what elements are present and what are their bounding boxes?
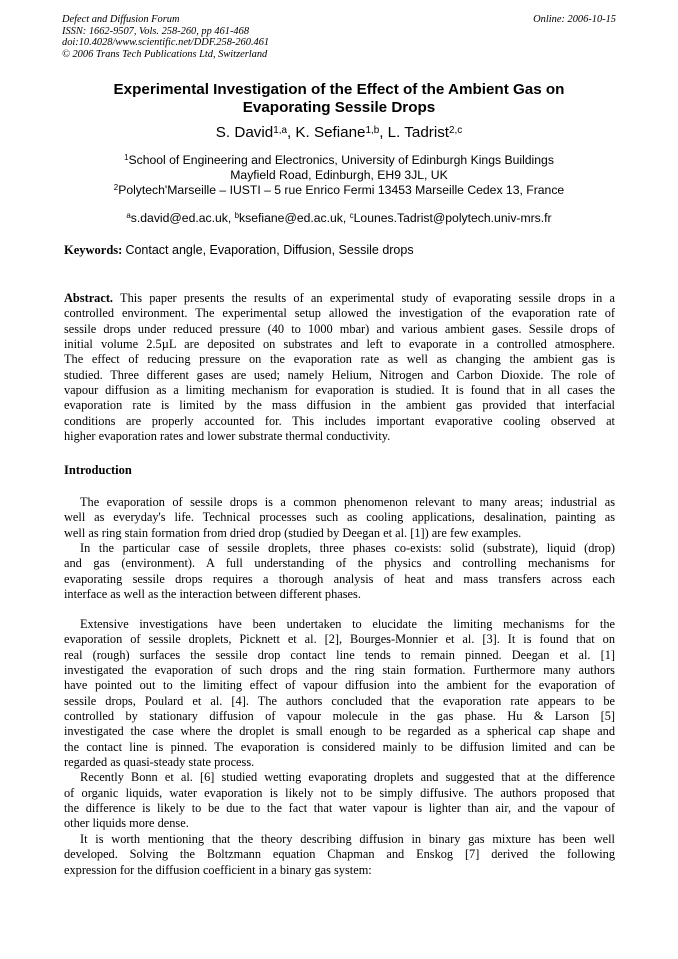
- affiliation-number: 1: [124, 153, 129, 163]
- title-line-1: Experimental Investigation of the Effect of the Ambient Gas on: [113, 81, 565, 98]
- doi-line: doi:10.4028/www.scientific.net/DDF.258-260.461: [62, 37, 270, 49]
- author-superscript: 1,b: [365, 124, 380, 136]
- journal-name: Defect and Diffusion Forum: [62, 14, 180, 25]
- abstract-line-text: This paper presents the results of an experimental study of evaporating sessile drops in a: [113, 291, 615, 305]
- body-line: real (rough) surfaces the sessile drop contact line tends to remain pinned. Deegan et al. [1]: [64, 647, 615, 662]
- abstract-line: [64, 291, 615, 306]
- section-heading-introduction: Introduction: [64, 463, 132, 477]
- body-line: well as ring stain formation from dried drop (studied by Deegan et al. [1]) are few examples.: [64, 525, 522, 540]
- body-line: interface as well as the interaction between different phases.: [64, 587, 361, 602]
- body-line: sessile drops, Poulard et al. [4]. The authors concluded that the evaporation rate appears to be: [64, 693, 615, 708]
- body-line: investigated the evaporation of such drops and the ring stain formation. Furthermore many authors: [64, 663, 615, 678]
- email-link[interactable]: ksefiane@ed.ac.uk: [239, 211, 343, 225]
- body-line: other liquids more dense.: [64, 816, 189, 831]
- affiliations: [62, 153, 616, 198]
- author-separator: ,: [379, 124, 388, 141]
- email-superscript: b: [234, 211, 240, 221]
- paper-title: [62, 81, 616, 117]
- abstract-label: Abstract.: [64, 291, 114, 305]
- affiliation-1-line-2: Mayfield Road, Edinburgh, EH9 3JL, UK: [230, 168, 448, 182]
- affiliation-text: Polytech'Marseille – IUSTI – 5 rue Enrico Fermi 13453 Marseille Cedex 13, France: [118, 183, 565, 197]
- author-superscript: 1,a: [273, 124, 287, 136]
- email-superscript: a: [126, 211, 131, 221]
- author-name: L. Tadrist: [387, 124, 450, 141]
- author-name: K. Sefiane: [295, 124, 366, 141]
- affiliation-2-line-1: [62, 183, 616, 198]
- body-line: In the particular case of sessile droplets, three phases co-exists: solid (substrate), liquid (drop): [80, 541, 615, 556]
- body-line: expression for the diffusion coefficient in a binary gas system:: [64, 862, 372, 877]
- email-list: [62, 211, 616, 226]
- body-line: have pointed out to the limiting effect of vapour diffusion into the ambient for the evaporation of: [64, 678, 615, 693]
- keywords-line: [64, 243, 616, 258]
- email-link[interactable]: Lounes.Tadrist@polytech.univ-mrs.fr: [353, 211, 552, 225]
- body-line: regarded as quasi-steady state process.: [64, 755, 255, 770]
- body-line: of organic liquids, water evaporation is likely not to be simply diffusive. The authors proposed that: [64, 785, 615, 800]
- abstract-line: evaporation rate is limited by the mass diffusion in the ambient gas provided that interfacial: [64, 398, 615, 413]
- abstract-line: studied. Three different gases are used; namely Helium, Nitrogen and Carbon Dioxide. The role of: [64, 367, 615, 382]
- issn-line: ISSN: 1662-9507, Vols. 258-260, pp 461-468: [62, 25, 250, 37]
- email-separator: ,: [342, 211, 350, 225]
- affiliation-1-line-1: [62, 153, 616, 168]
- intro-paragraph-1: [64, 495, 615, 602]
- abstract-line: sessile drops under reduced pressure (40 to 1000 mbar) and various ambient gases. Sessile drops of: [64, 321, 615, 336]
- email-superscript: c: [349, 211, 354, 221]
- body-line: investigated the case where the droplet is small enough to be regarded as a spherical cap shape and: [64, 724, 615, 739]
- body-line: developed. Solving the Boltzmann equation Chapman and Enskog [7] derived the following: [64, 847, 615, 862]
- body-line: It is worth mentioning that the theory describing diffusion in binary gas mixture has been well: [80, 831, 615, 846]
- body-line: well as everyday's life. Technical processes such as cooling applications, desalination, painting as: [64, 510, 615, 525]
- keywords-text: Contact angle, Evaporation, Diffusion, Sessile drops: [125, 243, 414, 257]
- copyright-line: © 2006 Trans Tech Publications Ltd, Switzerland: [62, 48, 268, 60]
- body-line: and gas (environment). A full understanding of the physics and controlling mechanisms for: [64, 556, 615, 571]
- body-line: evaporation of sessile droplets, Picknett et al. [2], Bourges-Monnier et al. [3]. It is found that on: [64, 632, 615, 647]
- affiliation-number: 2: [113, 183, 119, 193]
- affiliation-text: School of Engineering and Electronics, University of Edinburgh Kings Buildings: [128, 153, 554, 167]
- body-line: the difference is likely to be due to the fact that water vapour is lighter than air, and the vapour of: [64, 801, 615, 816]
- author-name: S. David: [215, 124, 274, 141]
- email-link[interactable]: s.david@ed.ac.uk: [130, 211, 228, 225]
- keywords-label: Keywords:: [64, 243, 123, 257]
- body-line: Extensive investigations have been undertaken to elucidate the limiting mechanisms for the: [80, 617, 615, 631]
- title-line-2: Evaporating Sessile Drops: [242, 99, 436, 116]
- intro-paragraph-2: [64, 617, 615, 878]
- author-superscript: 2,c: [449, 124, 463, 136]
- body-line: Recently Bonn et al. [6] studied wetting evaporating droplets and suggested that at the difference: [80, 770, 615, 785]
- abstract-paragraph: [64, 291, 615, 444]
- body-line: The evaporation of sessile drops is a common phenomenon relevant to many areas; industrial as: [80, 495, 615, 509]
- abstract-line: higher evaporation rates and lower substrate thermal conductivity.: [64, 429, 391, 444]
- author-separator: ,: [286, 124, 296, 141]
- abstract-line: initial volume 2.5µL are deposited on substrates and left to evaporate in a controlled atmosphere.: [64, 337, 615, 352]
- body-line: controlled by stationary diffusion of vapour molecule in the gas phase. Hu & Larson [5]: [64, 709, 615, 724]
- abstract-line: The effect of reducing pressure on the evaporation rate as well as changing the ambient gas is: [64, 352, 615, 367]
- online-date: Online: 2006-10-15: [533, 14, 616, 25]
- body-line: the contact line is pinned. The evaporation is considered mainly to be diffusion limited and can be: [64, 739, 615, 754]
- abstract-line: controlled environment. The experimental setup allowed the investigation of the evaporation rate of: [64, 306, 615, 321]
- body-line: evaporating sessile drops requires a thorough analysis of heat and mass transfers across each: [64, 571, 615, 586]
- abstract-line: conditions are properly accounted for. This includes important evaporative cooling observed at: [64, 413, 615, 428]
- journal-header: [62, 14, 616, 60]
- abstract-line: vapour diffusion as a limiting mechanism for evaporation is studied. It is found that in all cases the: [64, 383, 615, 398]
- author-list: [62, 124, 616, 142]
- email-separator: ,: [227, 211, 235, 225]
